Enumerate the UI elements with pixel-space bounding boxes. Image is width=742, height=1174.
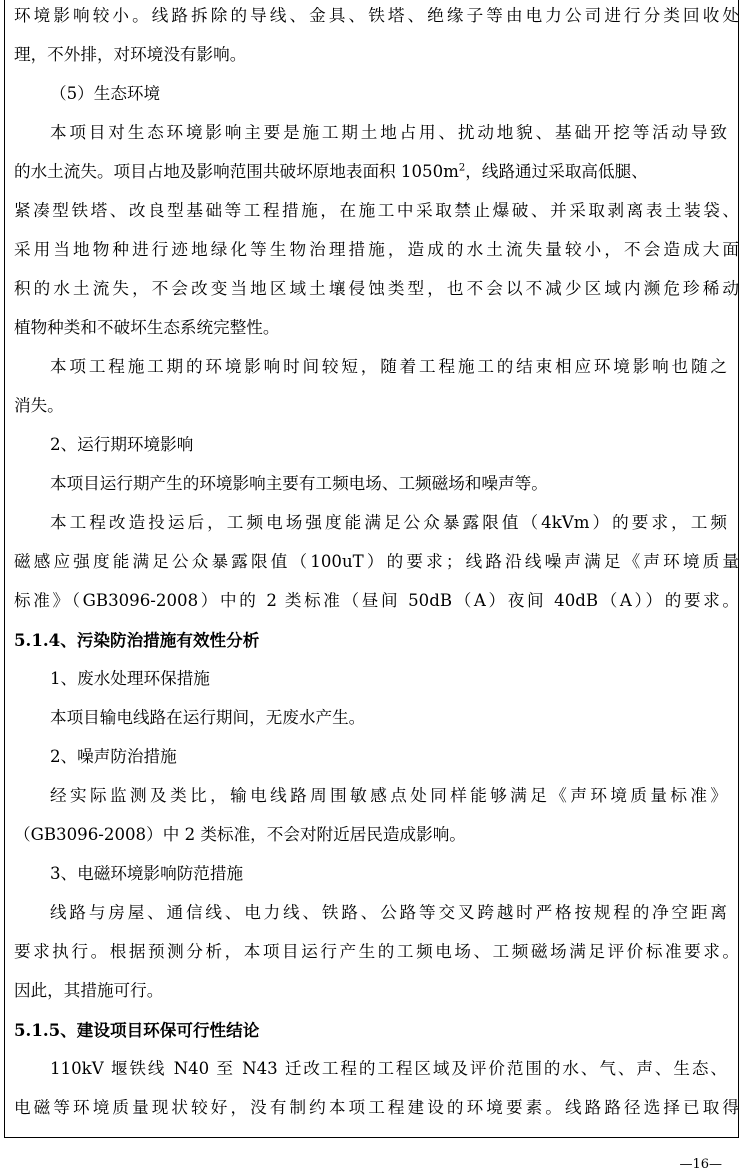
page-number: —16— [679, 1157, 722, 1172]
text-line: 本项目输电线路在运行期间，无废水产生。 [50, 708, 366, 727]
text-line: 标准》（GB3096-2008）中的 2 类标准（昼间 50dB（A）夜间 40dB（A））的要求。 [14, 591, 739, 610]
text-line: 紧凑型铁塔、改良型基础等工程措施，在施工中采取禁止爆破、并采取剥离表土装袋、 [14, 201, 739, 220]
text-line: 经实际监测及类比，输电线路周围敏感点处同样能够满足《声环境质量标准》 [50, 786, 727, 805]
superscript: 2 [458, 162, 466, 174]
text-line: 本工程改造投运后，工频电场强度能满足公众暴露限值（4kVm）的要求，工频 [50, 513, 727, 532]
text-line: 植物种类和不破坏生态系统完整性。 [14, 318, 280, 337]
text-line: （GB3096-2008）中 2 类标准，不会对附近居民造成影响。 [14, 825, 466, 844]
text-line: 磁感应强度能满足公众暴露限值（100uT）的要求；线路沿线噪声满足《声环境质量 [14, 552, 739, 571]
section-heading: 2、噪声防治措施 [50, 747, 177, 766]
text-line: 因此，其措施可行。 [14, 981, 164, 1000]
section-heading: 2、运行期环境影响 [50, 435, 194, 454]
text-line: 理，不外排，对环境没有影响。 [14, 45, 247, 64]
section-heading: 3、电磁环境影响防范措施 [50, 864, 244, 883]
section-heading: 1、废水处理环保措施 [50, 669, 210, 688]
section-title: 5.1.4、污染防治措施有效性分析 [14, 630, 260, 650]
text-line: 采用当地物种进行迹地绿化等生物治理措施，造成的水土流失量较小，不会造成大面 [14, 240, 739, 259]
text-line: 的水土流失。项目占地及影响范围共破坏原地表面积 $1050m^2$，线路通过采取高低腿、 [14, 162, 648, 181]
text-line: 电磁等环境质量现状较好，没有制约本项工程建设的环境要素。线路路径选择已取得 [14, 1098, 739, 1117]
text-line: 本项目对生态环境影响主要是施工期土地占用、扰动地貌、基础开挖等活动导致 [50, 123, 727, 142]
text-line: 110kV 堰铁线 N40 至 N43 迁改工程的工程区域及评价范围的水、气、声、生态、 [50, 1059, 727, 1078]
text-line: 要求执行。根据预测分析，本项目运行产生的工频电场、工频磁场满足评价标准要求。 [14, 942, 739, 961]
section-title: 5.1.5、建设项目环保可行性结论 [14, 1020, 260, 1040]
text-line: 线路与房屋、通信线、电力线、铁路、公路等交叉跨越时严格按规程的净空距离 [50, 903, 727, 922]
text-line: 环境影响较小。线路拆除的导线、金具、铁塔、绝缘子等由电力公司进行分类回收处 [14, 6, 739, 25]
section-heading: （5）生态环境 [50, 84, 161, 103]
text-line: 本项目运行期产生的环境影响主要有工频电场、工频磁场和噪声等。 [50, 474, 548, 493]
text-line: 消失。 [14, 396, 64, 415]
text-line: 本项工程施工期的环境影响时间较短，随着工程施工的结束相应环境影响也随之 [50, 357, 727, 376]
text-line: 积的水土流失，不会改变当地区域土壤侵蚀类型，也不会以不减少区域内濒危珍稀动 [14, 279, 739, 298]
